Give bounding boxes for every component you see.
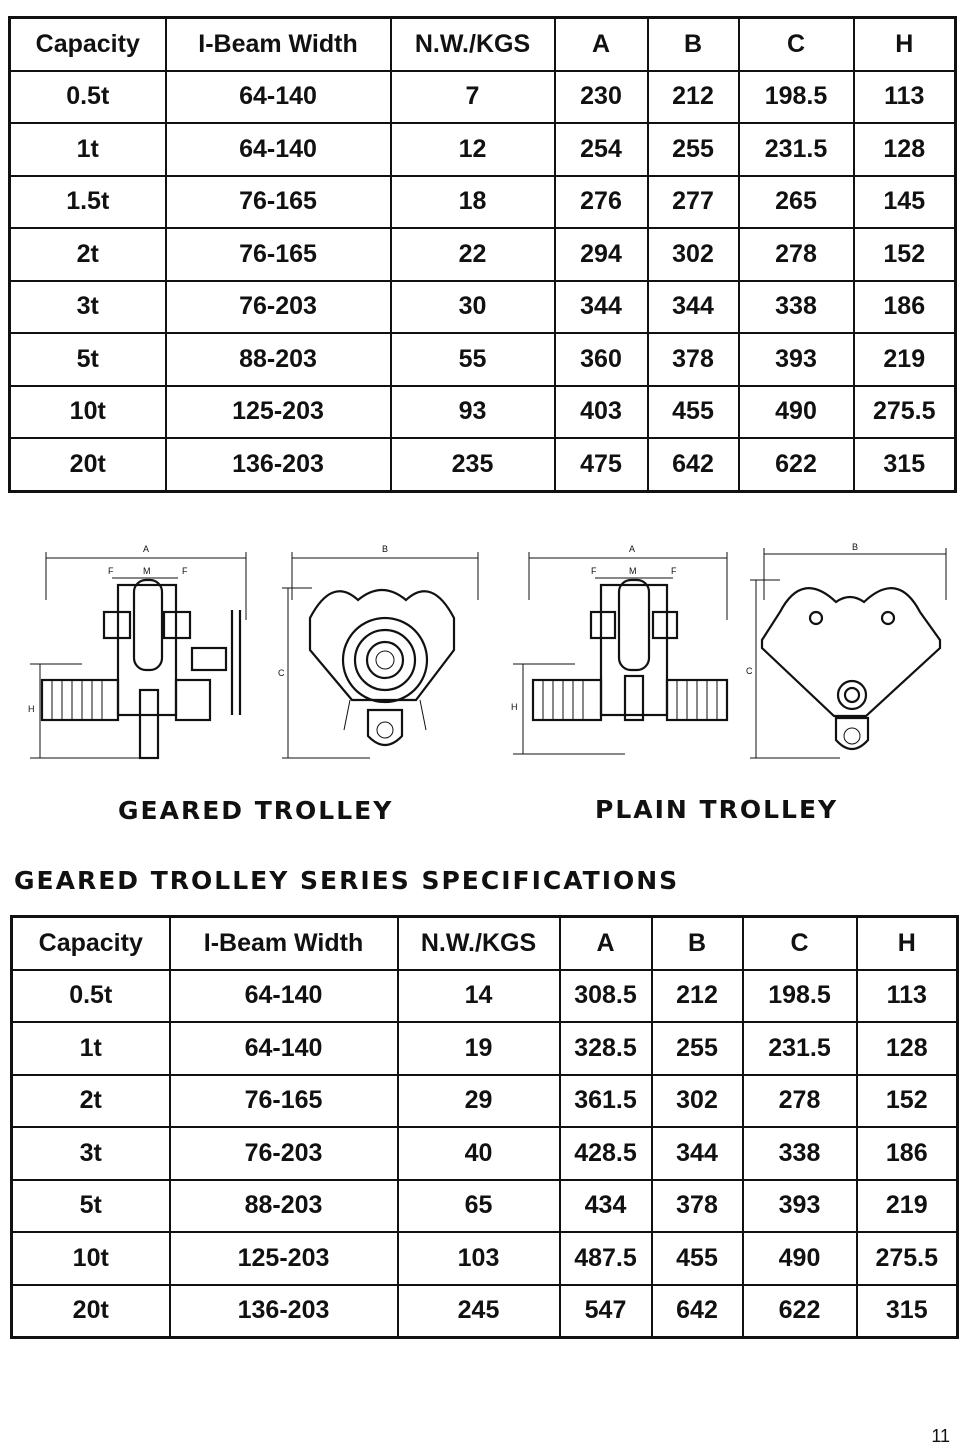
table-cell: 622 [739,438,854,491]
table-cell: 1t [12,1022,170,1075]
column-header: I-Beam Width [166,18,391,71]
table-cell: 145 [854,176,956,229]
dimension-label-b-plain: B [852,542,859,552]
table-cell: 3t [12,1127,170,1180]
table-cell: 278 [739,228,854,281]
table-row [12,1285,958,1338]
table-cell: 22 [391,228,555,281]
dimension-label-f2-plain: F [671,566,677,576]
table-cell: 1t [10,123,166,176]
table-cell: 212 [648,71,739,124]
column-header: H [854,18,956,71]
column-header: H [857,917,958,970]
table-cell: 378 [648,333,739,386]
table-cell: 275.5 [854,386,956,439]
column-header: Capacity [12,917,170,970]
table-cell: 20t [10,438,166,491]
geared-trolley-front-view [272,540,487,770]
table-cell: 3t [10,281,166,334]
table-cell: 219 [857,1180,958,1233]
table-cell: 278 [743,1075,857,1128]
table-cell: 308.5 [560,970,652,1023]
table-cell: 55 [391,333,555,386]
table-cell: 10t [10,386,166,439]
table-cell: 88-203 [170,1180,398,1233]
table-row [10,438,956,491]
table-cell: 5t [12,1180,170,1233]
table-cell: 76-165 [166,176,391,229]
table-cell: 113 [857,970,958,1023]
table-cell: 490 [739,386,854,439]
table-cell: 136-203 [170,1285,398,1338]
table-cell: 294 [555,228,648,281]
table-cell: 642 [652,1285,743,1338]
table-row [10,176,956,229]
table-cell: 93 [391,386,555,439]
table-cell: 76-203 [170,1127,398,1180]
column-header: N.W./KGS [398,917,560,970]
geared-trolley-side-view [22,540,272,770]
table-cell: 186 [854,281,956,334]
table-cell: 361.5 [560,1075,652,1128]
table-cell: 0.5t [12,970,170,1023]
table-cell: 344 [555,281,648,334]
table-row [12,1127,958,1180]
table-cell: 30 [391,281,555,334]
table-cell: 344 [648,281,739,334]
table-cell: 455 [648,386,739,439]
table-cell: 10t [12,1232,170,1285]
header-row [12,917,958,970]
table-cell: 547 [560,1285,652,1338]
column-header: A [560,917,652,970]
table-cell: 152 [854,228,956,281]
table-cell: 40 [398,1127,560,1180]
table-cell: 64-140 [170,1022,398,1075]
column-header: A [555,18,648,71]
plain-trolley-spec-table [8,16,957,493]
dimension-label-a: A [143,544,150,554]
table-row [10,386,956,439]
column-header: C [743,917,857,970]
table-row [10,71,956,124]
header-row [10,18,956,71]
table-cell: 490 [743,1232,857,1285]
column-header: Capacity [10,18,166,71]
table-cell: 12 [391,123,555,176]
table-cell: 20t [12,1285,170,1338]
dimension-label-h-plain: H [511,702,518,712]
plain-trolley-front-view [740,540,955,770]
table-cell: 378 [652,1180,743,1233]
table-row [10,333,956,386]
table-cell: 64-140 [166,71,391,124]
table-cell: 76-165 [170,1075,398,1128]
table-cell: 136-203 [166,438,391,491]
table-cell: 64-140 [170,970,398,1023]
table-cell: 212 [652,970,743,1023]
dimension-label-f1: F [108,566,114,576]
table-cell: 2t [10,228,166,281]
table-cell: 393 [739,333,854,386]
table-cell: 434 [560,1180,652,1233]
table-cell: 255 [648,123,739,176]
table-cell: 64-140 [166,123,391,176]
table-cell: 125-203 [170,1232,398,1285]
table-cell: 338 [743,1127,857,1180]
plain-trolley-caption: PLAIN TROLLEY [595,795,839,824]
table-row [10,228,956,281]
table-cell: 487.5 [560,1232,652,1285]
table-cell: 231.5 [739,123,854,176]
table-cell: 265 [739,176,854,229]
table-cell: 276 [555,176,648,229]
table-cell: 393 [743,1180,857,1233]
table-row [12,1232,958,1285]
table-cell: 231.5 [743,1022,857,1075]
table-cell: 254 [555,123,648,176]
table-body [10,18,956,492]
table-cell: 315 [854,438,956,491]
table-cell: 18 [391,176,555,229]
table-cell: 255 [652,1022,743,1075]
table-cell: 128 [854,123,956,176]
table-cell: 338 [739,281,854,334]
table-row [10,281,956,334]
table-cell: 29 [398,1075,560,1128]
section-title: GEARED TROLLEY SERIES SPECIFICATIONS [14,866,680,895]
table-cell: 128 [857,1022,958,1075]
table-cell: 275.5 [857,1232,958,1285]
table-cell: 186 [857,1127,958,1180]
table-row [12,1180,958,1233]
dimension-label-c: C [278,668,285,678]
dimension-label-a-plain: A [629,544,636,554]
table-row [12,1075,958,1128]
table-cell: 428.5 [560,1127,652,1180]
column-header: N.W./KGS [391,18,555,71]
table-cell: 245 [398,1285,560,1338]
dimension-label-c-plain: C [746,666,753,676]
table-cell: 7 [391,71,555,124]
column-header: B [648,18,739,71]
table-cell: 76-203 [166,281,391,334]
table-cell: 19 [398,1022,560,1075]
table-cell: 76-165 [166,228,391,281]
table-row [10,123,956,176]
dimension-label-h: H [28,704,35,714]
table-cell: 1.5t [10,176,166,229]
table-cell: 14 [398,970,560,1023]
page-number: 11 [931,1426,950,1446]
column-header: I-Beam Width [170,917,398,970]
column-header: B [652,917,743,970]
dimension-label-f1-plain: F [591,566,597,576]
table-cell: 455 [652,1232,743,1285]
table-cell: 198.5 [739,71,854,124]
table-cell: 5t [10,333,166,386]
table-cell: 277 [648,176,739,229]
geared-trolley-caption: GEARED TROLLEY [118,796,394,825]
column-header: C [739,18,854,71]
table-cell: 622 [743,1285,857,1338]
table-cell: 198.5 [743,970,857,1023]
table-cell: 642 [648,438,739,491]
plain-trolley-side-view [505,540,755,770]
dimension-label-b: B [382,544,389,554]
table-cell: 219 [854,333,956,386]
dimension-label-m: M [143,566,151,576]
table-cell: 65 [398,1180,560,1233]
table-cell: 230 [555,71,648,124]
table-cell: 403 [555,386,648,439]
table-cell: 88-203 [166,333,391,386]
geared-trolley-spec-table [10,915,959,1339]
table-row [12,970,958,1023]
table-cell: 344 [652,1127,743,1180]
table-cell: 152 [857,1075,958,1128]
table-cell: 113 [854,71,956,124]
table-cell: 103 [398,1232,560,1285]
table-row [12,1022,958,1075]
table-cell: 2t [12,1075,170,1128]
dimension-label-m-plain: M [629,566,637,576]
table-cell: 360 [555,333,648,386]
table-cell: 125-203 [166,386,391,439]
table-cell: 235 [391,438,555,491]
dimension-label-f2: F [182,566,188,576]
table-cell: 302 [652,1075,743,1128]
table-body [12,917,958,1338]
table-cell: 315 [857,1285,958,1338]
table-cell: 328.5 [560,1022,652,1075]
table-cell: 0.5t [10,71,166,124]
table-cell: 302 [648,228,739,281]
table-cell: 475 [555,438,648,491]
